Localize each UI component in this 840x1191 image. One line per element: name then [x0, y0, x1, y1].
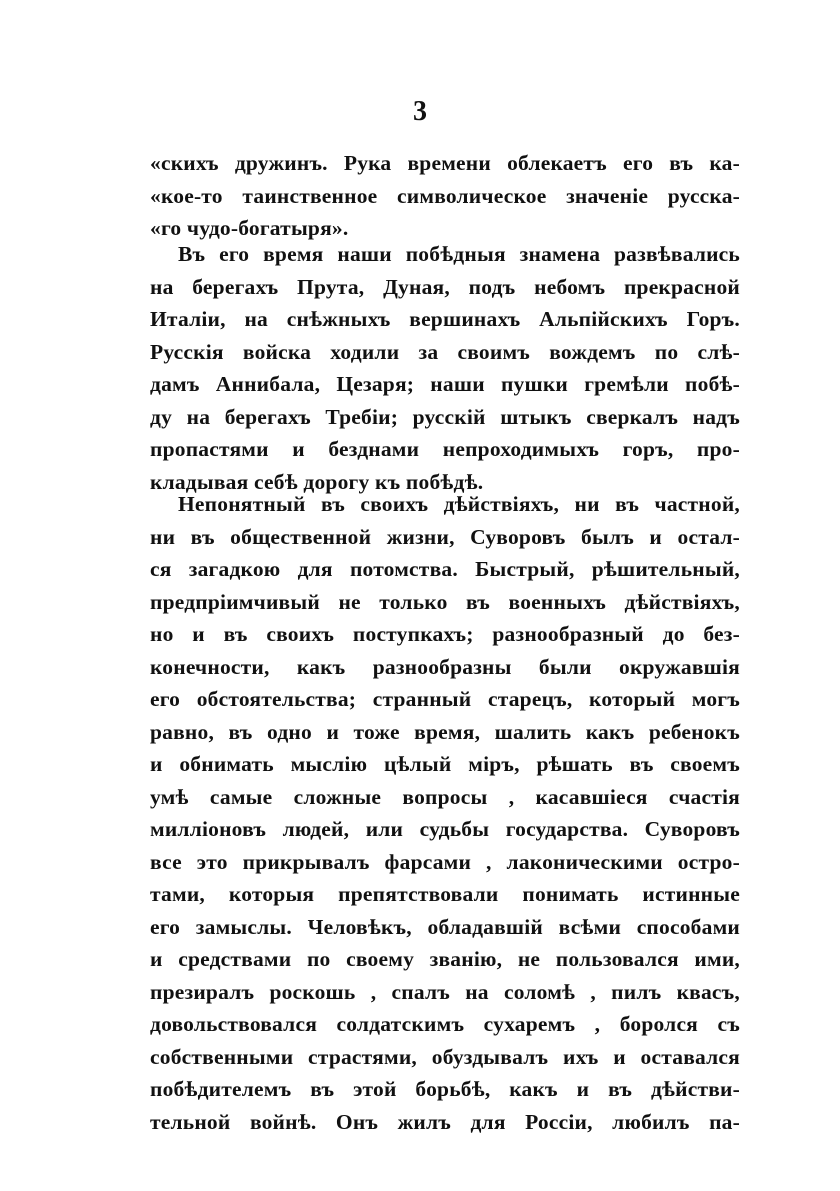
paragraph-2 — [150, 238, 740, 498]
text-line: но и въ своихъ поступкахъ; разнообразный до без- — [150, 622, 740, 646]
text-line: на берегахъ Прута, Дуная, подъ небомъ прекрасной — [150, 274, 740, 299]
text-line: конечности, какъ разнообразны были окружавшія — [150, 654, 740, 679]
text-line: и средствами по своему званію, не пользовался ими, — [150, 947, 740, 971]
text-line: дамъ Аннибала, Цезаря; наши пушки гремѣли побѣ- — [150, 372, 740, 396]
text-line: ни въ общественной жизни, Суворовъ былъ и остал- — [150, 524, 740, 549]
text-line: Въ его время наши побѣдныя знамена развѣвались — [178, 242, 740, 266]
text-line: довольствовался солдатскимъ сухаремъ , боролся съ — [150, 1012, 740, 1036]
paragraph-1 — [150, 147, 740, 245]
text-line: милліоновъ людей, или судьбы государства. Суворовъ — [150, 817, 740, 841]
text-line: кладывая себѣ дорогу къ побѣдѣ. — [150, 469, 484, 494]
page-number: 3 — [413, 96, 427, 127]
text-line: Италіи, на снѣжныхъ вершинахъ Альпійскихъ Горъ. — [150, 307, 740, 331]
text-line: Русскія войска ходили за своимъ вождемъ по слѣ- — [150, 339, 740, 364]
text-line: равно, въ одно и тоже время, шалить какъ ребенокъ — [150, 719, 740, 744]
text-line: его обстоятельства; странный старецъ, который могъ — [150, 687, 740, 711]
text-line: тами, которыя препятствовали понимать истинные — [150, 882, 740, 906]
text-line: Непонятный въ своихъ дѣйствіяхъ, ни въ частной, — [178, 492, 740, 516]
text-line: побѣдителемъ въ этой борьбѣ, какъ и въ дѣйстви- — [150, 1077, 740, 1101]
text-line: ся загадкою для потомства. Быстрый, рѣшительный, — [150, 557, 740, 581]
text-line: его замыслы. Человѣкъ, обладавшій всѣми способами — [150, 914, 740, 939]
text-line: тельной войнѣ. Онъ жилъ для Россіи, любилъ па- — [150, 1109, 740, 1134]
text-line: умѣ самые сложные вопросы , касавшіеся счастія — [150, 784, 740, 809]
paragraph-3 — [150, 488, 740, 1138]
text-line: собственными страстями, обуздывалъ ихъ и оставался — [150, 1044, 740, 1069]
text-line: «го чудо-богатыря». — [150, 216, 349, 240]
text-line: пропастями и безднами непроходимыхъ горъ, про- — [150, 437, 740, 461]
text-line: предпріимчивый не только въ военныхъ дѣйствіяхъ, — [150, 589, 740, 614]
text-line: все это прикрывалъ фарсами , лаконическими остро- — [150, 849, 740, 874]
text-line: презиралъ роскошь , спалъ на соломѣ , пилъ квасъ, — [150, 979, 740, 1004]
text-line: ду на берегахъ Требіи; русскій штыкъ сверкалъ надъ — [150, 404, 740, 429]
text-line: и обнимать мыслію цѣлый міръ, рѣшать въ своемъ — [150, 752, 740, 776]
text-line: «кое-то таинственное символическое значеніе русска- — [150, 183, 740, 208]
text-line: «скихъ дружинъ. Рука времени облекаетъ его въ ка- — [150, 151, 740, 175]
